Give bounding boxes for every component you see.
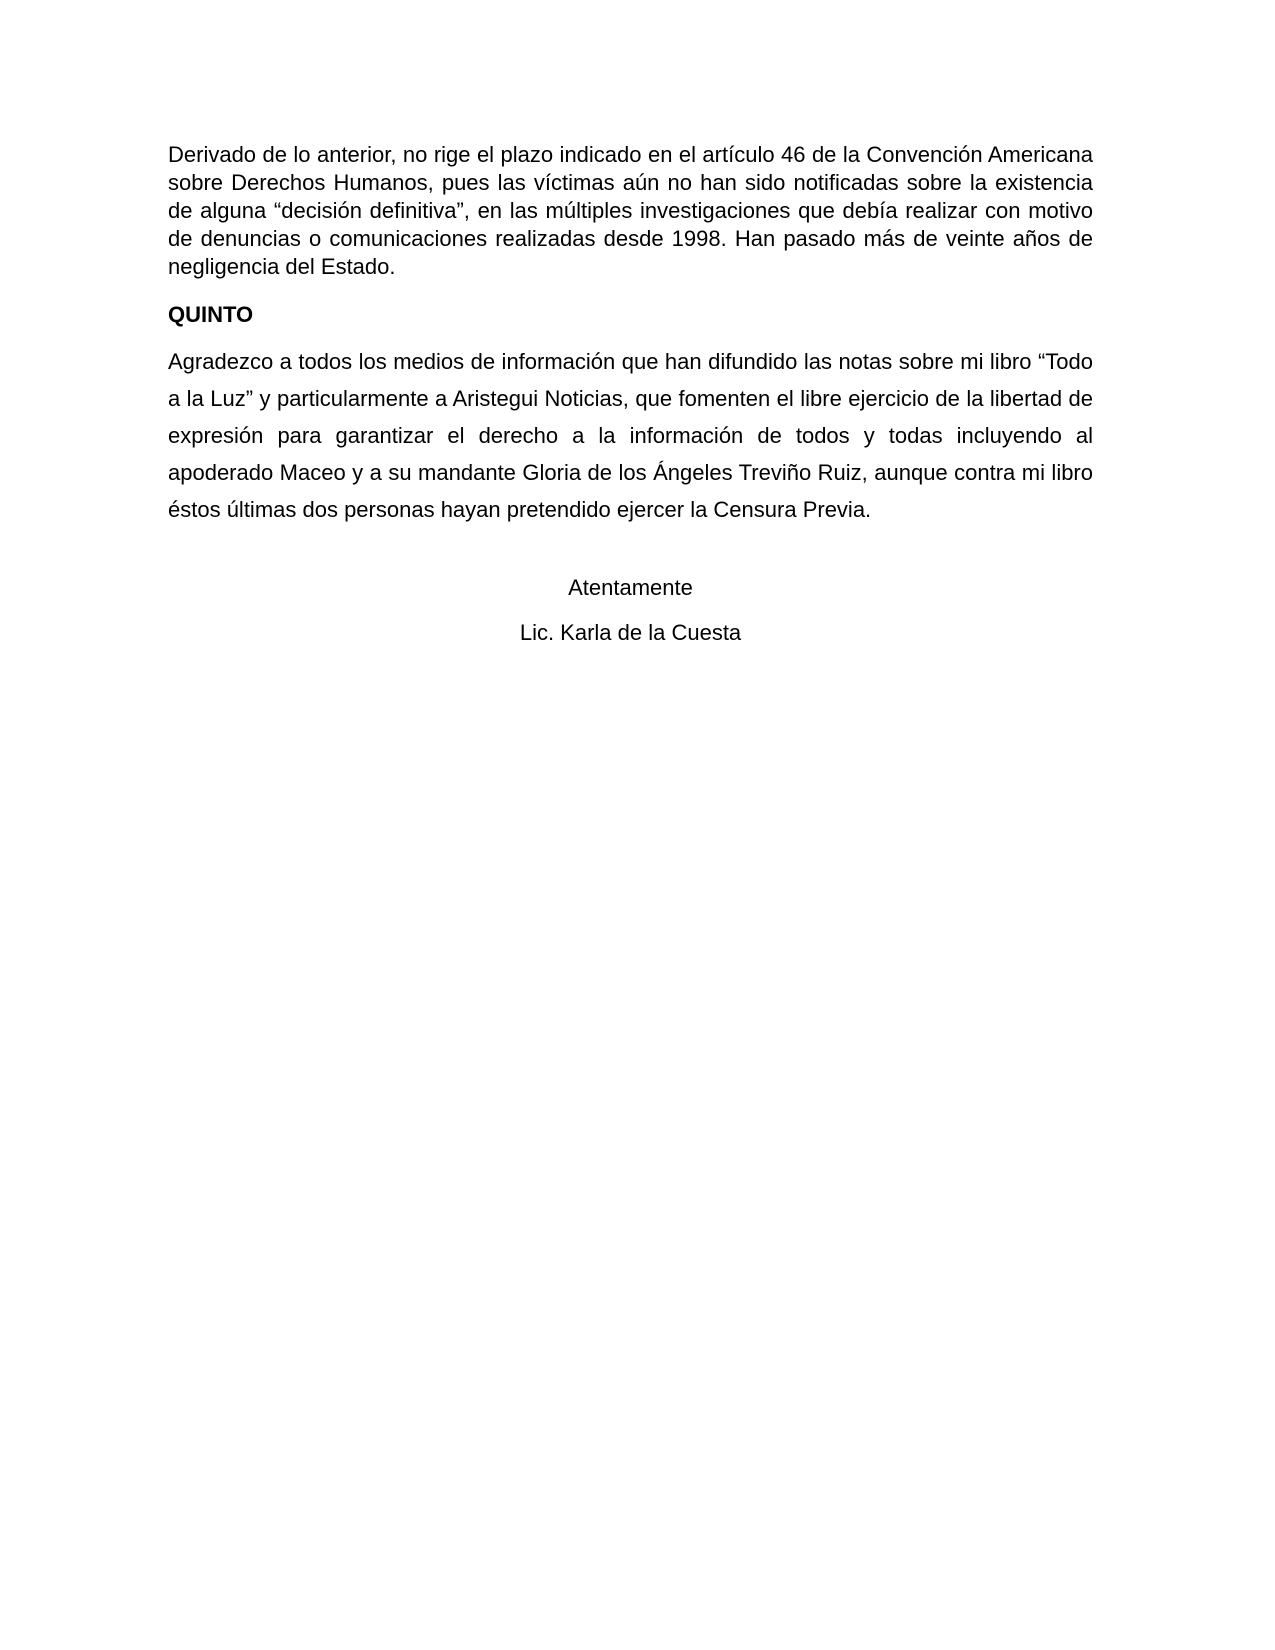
signature-name: Lic. Karla de la Cuesta [519, 620, 742, 645]
closing-atentamente: Atentamente [568, 575, 693, 600]
section-heading-quinto: QUINTO [168, 302, 254, 327]
letter-body [168, 0, 1093, 647]
paragraph-derivado: Derivado de lo anterior, no rige el plazo indicado en el artículo 46 de la Convención Americana sobre Derechos Humanos, pues las víctimas aún no han sido notificadas sobre la existencia de alguna “decisión definitiva”, en las múltiples investigaciones que debía realizar con motivo de denuncias o comunicaciones realizadas desde 1998. Han pasado más de veinte años de negligencia del Estado. [168, 142, 1093, 279]
paragraph-agradezco: Agradezco a todos los medios de información que han difundido las notas sobre mi libro “Todo a la Luz” y particularmente a Aristegui Noticias, que fomenten el libre ejercicio de la libertad de expresión para garantizar el derecho a la información de todos y todas incluyendo al apoderado Maceo y a su mandante Gloria de los Ángeles Treviño Ruiz, aunque contra mi libro éstos últimas dos personas hayan pretendido ejercer la Censura Previa. [168, 349, 1093, 522]
